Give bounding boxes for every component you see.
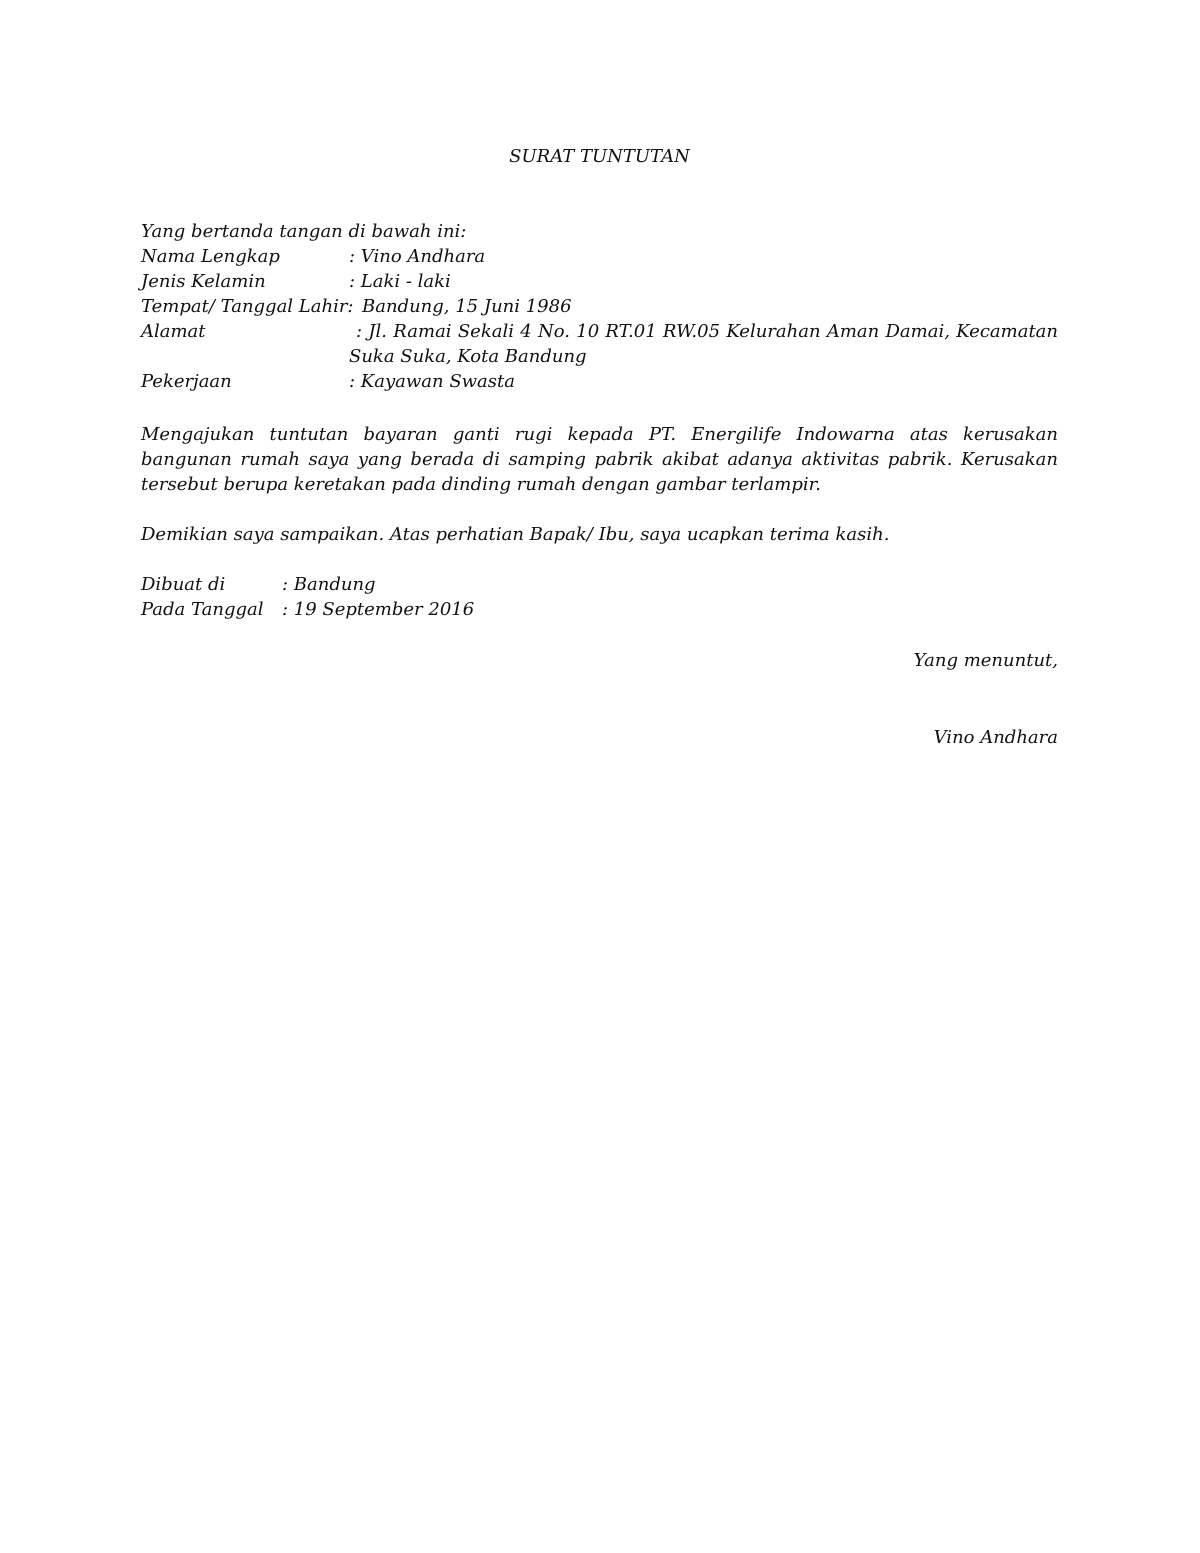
place-label: Dibuat di <box>141 574 226 595</box>
name-label: Nama Lengkap <box>141 246 280 267</box>
date-label: Pada Tanggal <box>141 599 264 620</box>
date-value: : 19 September 2016 <box>282 599 475 620</box>
job-label: Pekerjaan <box>141 371 232 392</box>
birth-label: Tempat/ Tanggal Lahir: <box>141 296 354 317</box>
address-label: Alamat <box>141 321 206 342</box>
body-paragraph: Mengajukan tuntutan bayaran ganti rugi kepada PT. Energilife Indowarna atas kerusakan bangunan rumah saya yang berada di samping pabrik akibat adanya aktivitas pabrik. Kerusakan tersebut berupa keretakan pada dinding rumah dengan gambar terlampir. <box>141 424 1058 495</box>
gender-row <box>141 269 1058 294</box>
address-row <box>141 319 1058 369</box>
identity-fields <box>141 244 1058 394</box>
name-value: : Vino Andhara <box>349 246 486 267</box>
intro-line: Yang bertanda tangan di bawah ini: <box>141 221 467 242</box>
place-row <box>141 572 641 597</box>
gender-value: : Laki - laki <box>349 271 451 292</box>
made-fields <box>141 572 641 622</box>
gender-label: Jenis Kelamin <box>141 271 266 292</box>
date-row <box>141 597 641 622</box>
birth-row <box>141 294 1058 319</box>
job-row <box>141 369 1058 394</box>
job-value: : Kayawan Swasta <box>349 371 515 392</box>
letter-title: SURAT TUNTUTAN <box>509 146 690 167</box>
signature-closing: Yang menuntut, <box>913 650 1058 671</box>
birth-value: Bandung, 15 Juni 1986 <box>362 296 572 317</box>
place-value: : Bandung <box>282 574 376 595</box>
signature-name: Vino Andhara <box>933 727 1058 748</box>
closing-paragraph: Demikian saya sampaikan. Atas perhatian Bapak/ Ibu, saya ucapkan terima kasih. <box>141 524 890 545</box>
address-value: : Jl. Ramai Sekali 4 No. 10 RT.01 RW.05 Kelurahan Aman Damai, Kecamatan Suka Suka, Kota Bandung <box>349 321 1058 367</box>
name-row <box>141 244 1058 269</box>
